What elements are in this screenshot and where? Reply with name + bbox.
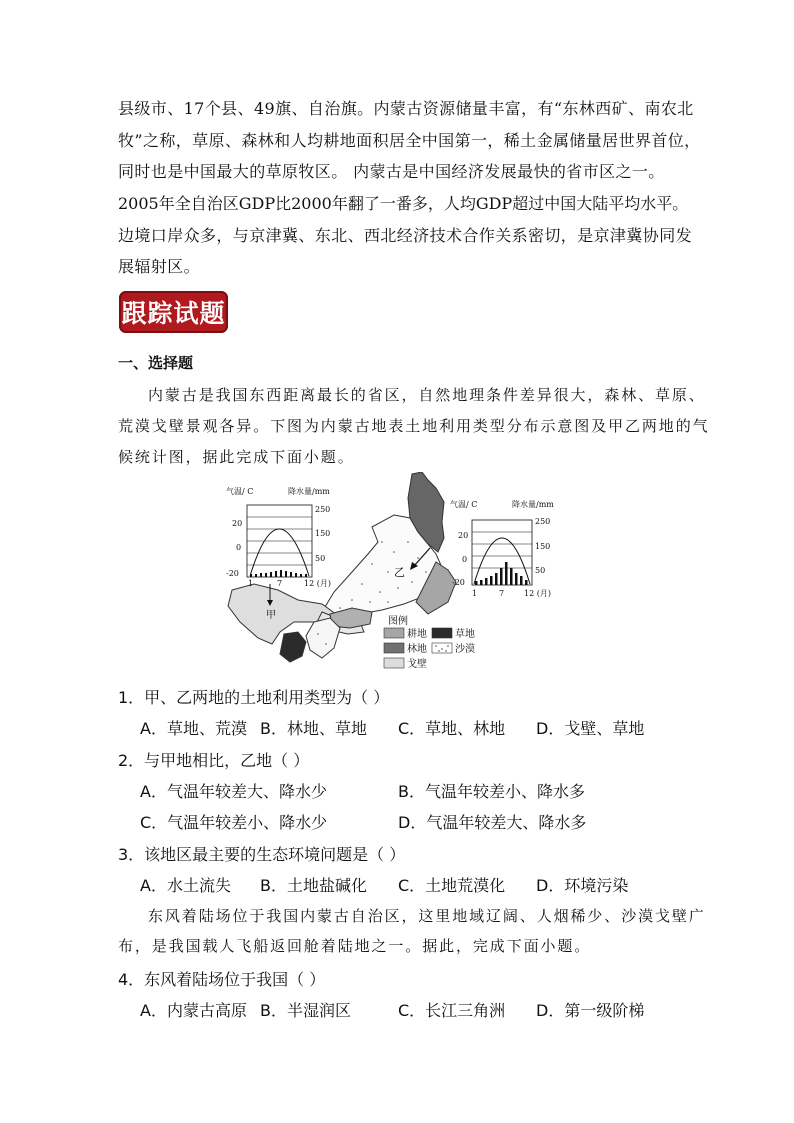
left-y1-tick: 20 <box>232 519 243 528</box>
intro-line: 同时也是中国最大的草原牧区。 内蒙古是中国经济发展最快的省市区之一。 <box>118 162 665 181</box>
intro-line: 2005年全自治区GDP比2000年翻了一番多，人均GDP超过中国大陆平均水平。 <box>118 194 689 213</box>
question-4-option-a[interactable]: A．内蒙古高原 <box>140 1001 247 1020</box>
question-1-option-c[interactable]: C．草地、林地 <box>398 719 506 738</box>
question-3-option-d[interactable]: D．环境污染 <box>536 876 629 895</box>
left-y2-tick: 150 <box>315 529 331 538</box>
legend-swatch-gobi <box>384 658 404 668</box>
left-y2-tick: 50 <box>315 554 326 563</box>
legend-swatch-farmland <box>384 628 404 638</box>
left-y2-tick: 250 <box>315 505 331 514</box>
question-1-stem: 1．甲、乙两地的土地利用类型为（ ） <box>118 688 390 707</box>
question-4-option-d[interactable]: D．第一级阶梯 <box>536 1001 645 1020</box>
question-4-option-b[interactable]: B．半湿润区 <box>260 1001 351 1020</box>
intro-line: 县级市、17个县、49旗、自治旗。内蒙古资源储量丰富，有“东林西矿、南农北 <box>118 99 694 118</box>
right-climate-chart <box>450 499 554 598</box>
intro-line: 展辐射区。 <box>118 257 201 276</box>
right-y2-label: 降水量/mm <box>512 500 554 509</box>
right-y1-tick: -20 <box>452 578 465 587</box>
right-y2-tick: 50 <box>535 566 546 575</box>
legend-swatch-grassland <box>432 628 452 638</box>
intro-line: 边境口岸众多，与京津冀、东北、西北经济技术合作关系密切，是京津冀协同发 <box>118 226 693 245</box>
grassland-region-south <box>280 632 306 662</box>
right-x-tick: 12 (月) <box>524 589 551 598</box>
question-2-option-c[interactable]: C．气温年较差小、降水少 <box>140 813 328 832</box>
left-y1-tick: 0 <box>236 543 242 552</box>
right-y2-tick: 150 <box>535 542 551 551</box>
map-legend <box>384 614 475 670</box>
legend-label-forest: 林地 <box>407 644 427 655</box>
left-x-tick: 7 <box>277 579 283 588</box>
banner-title: 跟踪试题 <box>121 299 226 328</box>
question-2-stem: 2．与甲地相比，乙地（ ） <box>118 751 310 770</box>
legend-label-gobi: 戈壁 <box>407 659 427 670</box>
question-3-option-c[interactable]: C．土地荒漠化 <box>398 876 506 895</box>
right-y1-tick: 20 <box>458 531 469 540</box>
material-line: 内蒙古是我国东西距离最长的省区，自然地理条件差异很大，森林、草原、 <box>148 386 706 404</box>
left-y2-label: 降水量/mm <box>288 487 330 496</box>
map-figure <box>222 472 582 672</box>
left-climate-chart <box>226 486 331 588</box>
question-3-option-a[interactable]: A．水土流失 <box>140 876 231 895</box>
material-line: 荒漠戈壁景观各异。下图为内蒙古地表土地利用类型分布示意图及甲乙两地的气 <box>118 417 710 435</box>
left-y1-label: 气温/ C <box>226 487 254 496</box>
intro-line: 牧”之称，草原、森林和人均耕地面积居全中国第一，稀土金属储量居世界首位， <box>118 131 701 150</box>
right-y1-tick: 0 <box>462 555 468 564</box>
material-2-line: 布，是我国载人飞船返回舱着陆地之一。据此，完成下面小题。 <box>118 937 592 955</box>
question-1-option-a[interactable]: A．草地、荒漠 <box>140 719 247 738</box>
legend-swatch-forest <box>384 643 404 653</box>
right-y1-label: 气温/ C <box>450 500 478 509</box>
right-x-tick: 7 <box>499 589 505 598</box>
legend-label-grassland: 草地 <box>455 629 475 640</box>
map-label-jia: 甲 <box>266 610 276 621</box>
question-1-option-b[interactable]: B．林地、草地 <box>260 719 367 738</box>
question-3-option-b[interactable]: B．土地盐碱化 <box>260 876 367 895</box>
right-y2-tick: 250 <box>535 517 551 526</box>
left-x-tick: 12 (月) <box>304 579 331 588</box>
section-title: 一、选择题 <box>118 354 194 372</box>
legend-label-desert: 沙漠 <box>455 644 475 655</box>
question-2-option-a[interactable]: A．气温年较差大、降水少 <box>140 782 327 801</box>
legend-label-farmland: 耕地 <box>407 629 427 640</box>
desert-region-south <box>306 618 340 658</box>
question-4-stem: 4．东风着陆场位于我国（ ） <box>118 970 326 989</box>
question-4-option-c[interactable]: C．长江三角洲 <box>398 1001 506 1020</box>
material-2-line: 东风着陆场位于我国内蒙古自治区，这里地域辽阔、人烟稀少、沙漠戈壁广 <box>148 907 706 925</box>
question-2-option-d[interactable]: D．气温年较差大、降水多 <box>398 813 587 832</box>
question-2-option-b[interactable]: B．气温年较差小、降水多 <box>398 782 585 801</box>
question-3-stem: 3．该地区最主要的生态环境问题是（ ） <box>118 845 406 864</box>
question-1-option-d[interactable]: D．戈壁、草地 <box>536 719 645 738</box>
left-y1-tick: -20 <box>226 569 239 578</box>
section-banner <box>119 291 228 333</box>
left-x-tick: 1 <box>248 579 254 588</box>
map-label-yi: 乙 <box>394 566 405 579</box>
material-line: 候统计图，据此完成下面小题。 <box>118 448 355 466</box>
legend-title: 图例 <box>388 616 408 627</box>
right-x-tick: 1 <box>472 589 478 598</box>
legend-swatch-desert <box>432 643 452 653</box>
